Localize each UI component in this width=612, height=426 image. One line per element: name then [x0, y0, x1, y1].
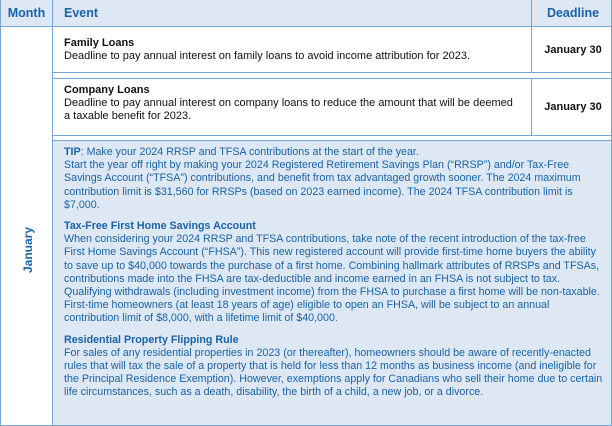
- event-description: Deadline to pay annual interest on family loans to avoid income attribution for 2023.: [64, 50, 471, 62]
- month-column-header: Month: [1, 0, 53, 26]
- event-title: Company Loans: [64, 84, 150, 96]
- month-cell: [1, 27, 53, 426]
- fhsa-title: Tax-Free First Home Savings Account: [64, 220, 256, 233]
- notes-panel: [53, 140, 611, 425]
- event-cell: [64, 37, 519, 63]
- tip-headline: [64, 146, 604, 159]
- event-cell: [64, 84, 519, 123]
- table-header: [1, 0, 611, 27]
- month-label: January: [21, 226, 35, 274]
- event-description: Deadline to pay annual interest on company loans to reduce the amount that will be deemed a taxable benefit for 2023.: [64, 97, 513, 122]
- table-row: [53, 78, 611, 136]
- deadline-column-header: Deadline: [531, 0, 612, 26]
- notes-content: [64, 146, 604, 400]
- flipping-rule-title: Residential Property Flipping Rule: [64, 333, 239, 346]
- fhsa-body: When considering your 2024 RRSP and TFSA contributions, take note of the recent introduction of the tax-free First Home Savings Account (“FHSA”). This new registered account will provide first-time home buyers the ability to save up to $40,000 towards the purchase of a first home. Combining hallmark attributes of RRSPs and TFSAs, contributions made into the FHSA are tax-deductible and income earned in an FHSA is not subject to tax. Qualifying withdrawals (including investment income) from the FHSA to purchase a first home will be non-taxable. First-time homeowners (at least 18 years of age) eligible to open an FHSA, will be subject to an annual contribution limit of $8,000, with a lifetime limit of $40,000.: [64, 233, 600, 325]
- event-title: Family Loans: [64, 37, 135, 49]
- tip-body: Start the year off right by making your 2024 Registered Retirement Savings Plan (“RRSP”) and/or Tax-Free Savings Account (“TFSA”) contributions, and benefit from tax advantaged growth sooner. The 2024 maximum contribution limit is $31,560 for RRSPs (based on 2023 earned income). The 2024 TFSA contribution limit is $7,000.: [64, 159, 581, 211]
- tip-label: TIP: [64, 146, 81, 158]
- flipping-rule-body: For sales of any residential properties in 2023 (or thereafter), homeowners should be aware of recently-enacted rules that will tax the sale of a property that is held for less than 12 months as business income (and ineligible for the Principal Residence Exemption). However, exemptions apply for Canadians who sell their home due to certain life circumstances, such as a death, disability, the birth of a child, a new job, or a divorce.: [64, 346, 603, 399]
- event-column-header: Event: [64, 6, 99, 20]
- deadline-cell: January 30: [531, 79, 612, 135]
- deadline-cell: January 30: [531, 27, 612, 72]
- tip-headline-text: : Make your 2024 RRSP and TFSA contributions at the start of the year.: [80, 146, 419, 158]
- table-row: [53, 27, 611, 73]
